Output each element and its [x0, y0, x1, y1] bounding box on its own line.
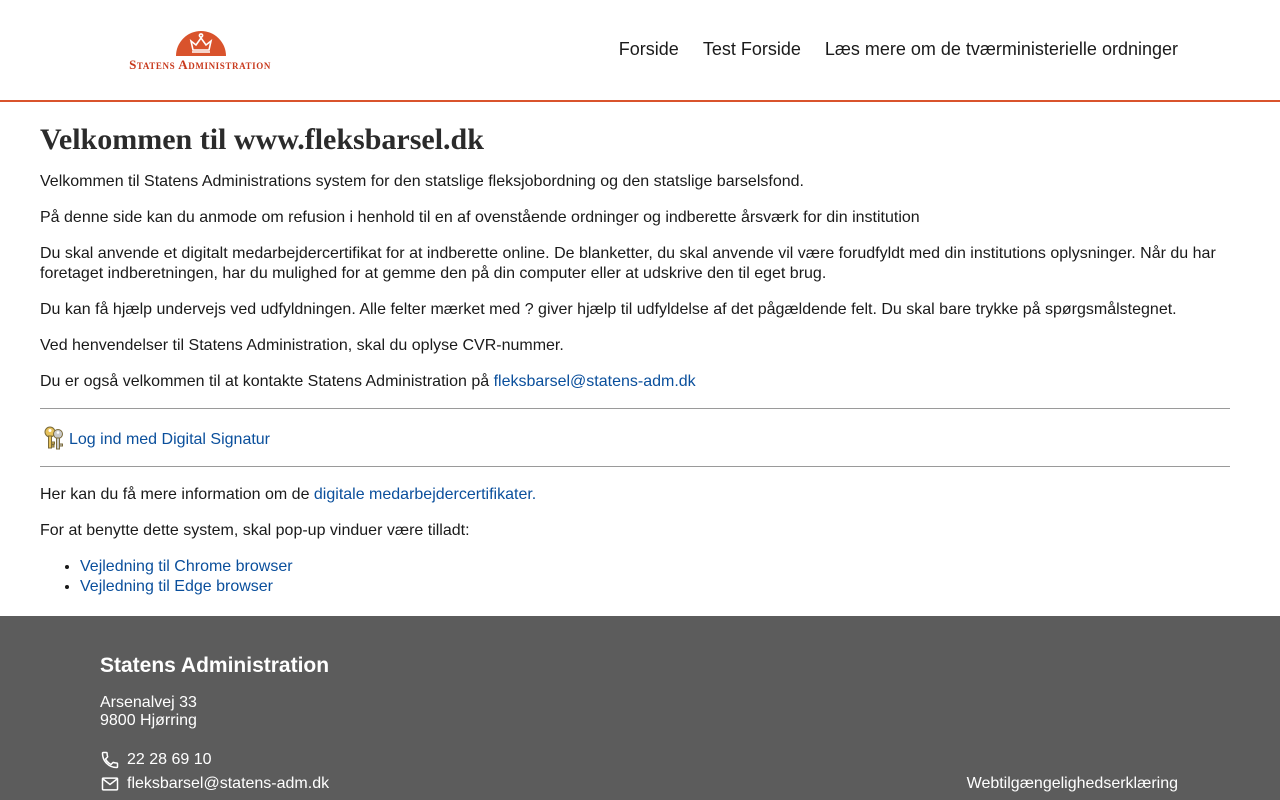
site-footer [0, 616, 1280, 800]
list-item [80, 577, 1230, 597]
refund-paragraph: På denne side kan du anmode om refusion i henhold til en af ovenstående ordninger og indberette årsværk for din institution [40, 209, 920, 226]
footer-address [100, 694, 197, 730]
popup-paragraph: For at benytte dette system, skal pop-up vinduer være tilladt: [40, 522, 470, 539]
nav-laes-mere[interactable]: Læs mere om de tværministerielle ordninger [824, 39, 1178, 59]
cvr-paragraph: Ved henvendelser til Statens Administration, skal du oplyse CVR-nummer. [40, 337, 564, 354]
divider-bottom [40, 466, 1230, 467]
nav-test-forside[interactable]: Test Forside [702, 39, 801, 59]
cert-info-link[interactable]: digitale medarbejdercertifikater. [313, 486, 537, 503]
accessibility-statement-link[interactable]: Webtilgængelighedserklæring [966, 775, 1178, 792]
help-paragraph: Du kan få hjælp undervejs ved udfyldningen. Alle felter mærket med ? giver hjælp til udfyldelse af det pågældende felt. Du skal bare trykke på spørgsmålstegnet. [40, 301, 1177, 318]
certificate-paragraph: Du skal anvende et digitalt medarbejdercertifikat for at indberette online. De blanketter, du skal anvende vil være forudfyldt med din institutions oplysninger. Når du har foretaget indberetningen, har du mulighed for at gemme den på din computer eller at udskrive den til eget brug. [40, 245, 1216, 282]
contact-paragraph [40, 372, 1230, 392]
edge-guide-link[interactable]: Vejledning til Edge browser [80, 578, 274, 595]
cert-info-paragraph [40, 485, 1230, 505]
contact-prefix: Du er også velkommen til at kontakte Statens Administration på [40, 373, 494, 390]
main-nav [595, 38, 1178, 60]
browser-guide-list [40, 557, 1230, 597]
login-digital-signature-link[interactable]: Log ind med Digital Signatur [69, 430, 271, 448]
phone-icon [100, 750, 120, 770]
crown-logo-icon [176, 30, 226, 56]
footer-address-line2: 9800 Hjørring [100, 712, 197, 729]
nav-forside[interactable]: Forside [618, 39, 679, 59]
footer-email-link[interactable]: fleksbarsel@statens-adm.dk [127, 775, 330, 792]
keys-icon [42, 425, 66, 451]
site-header [0, 0, 1280, 102]
footer-phone [100, 750, 212, 770]
statens-administration-logo[interactable] [99, 30, 301, 72]
contact-email-link[interactable]: fleksbarsel@statens-adm.dk [493, 373, 696, 390]
intro-paragraph: Velkommen til Statens Administrations system for den statslige fleksjobordning og den statslige barselsfond. [40, 173, 804, 190]
main-content [0, 122, 1280, 636]
page-title: Velkommen til www.fleksbarsel.dk [40, 123, 484, 156]
login-row [40, 409, 1230, 466]
footer-org-name: Statens Administration [100, 654, 330, 677]
list-item [80, 557, 1230, 577]
mail-icon [100, 774, 120, 794]
footer-address-line1: Arsenalvej 33 [100, 694, 197, 711]
footer-phone-number: 22 28 69 10 [127, 751, 212, 768]
chrome-guide-link[interactable]: Vejledning til Chrome browser [80, 558, 293, 575]
logo-text: Statens Administration [129, 57, 271, 72]
footer-email [100, 774, 329, 794]
cert-info-prefix: Her kan du få mere information om de [40, 486, 314, 503]
